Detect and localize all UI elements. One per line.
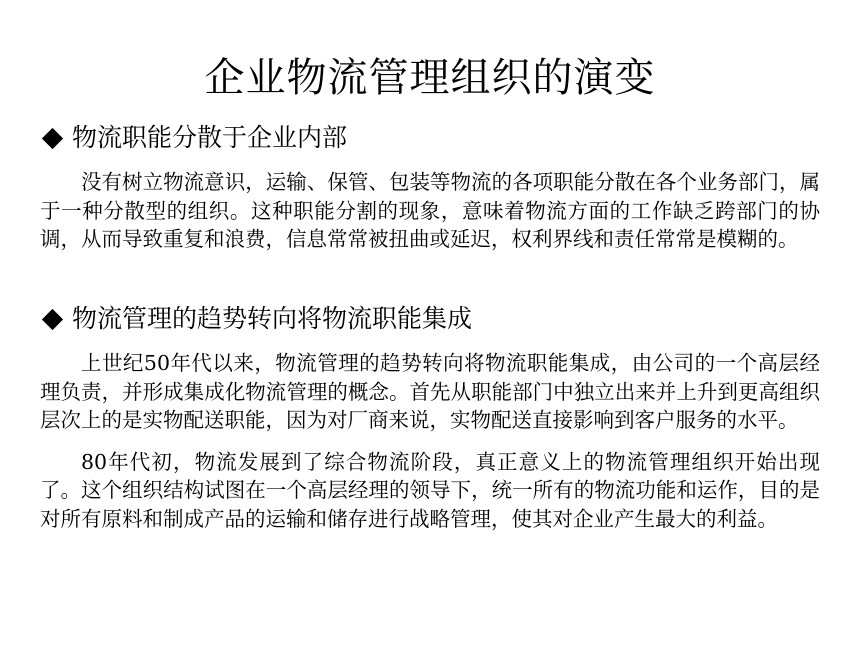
- section-heading: [40, 303, 820, 335]
- section-paragraph: 上世纪50年代以来，物流管理的趋势转向将物流职能集成，由公司的一个高层经理负责，并形成集成化物流管理的概念。首先从职能部门中独立出来并上升到更高组织层次上的是实物配送职能，因为对厂商来说，实物配送直接影响到客户服务的水平。: [40, 351, 820, 432]
- section-heading-text: 物流职能分散于企业内部: [72, 123, 348, 152]
- diamond-bullet-icon: [42, 127, 63, 148]
- slide-title: 企业物流管理组织的演变: [204, 55, 656, 101]
- section-heading: [40, 122, 820, 154]
- section-paragraph: 没有树立物流意识，运输、保管、包装等物流的各项职能分散在各个业务部门，属于一种分散型的组织。这种职能分割的现象，意味着物流方面的工作缺乏跨部门的协调，从而导致重复和浪费，信息常常被扭曲或延迟，权利界线和责任常常是模糊的。: [40, 170, 820, 251]
- section-integrated: [40, 303, 820, 533]
- diamond-bullet-icon: [42, 308, 63, 329]
- section-heading-text: 物流管理的趋势转向将物流职能集成: [72, 304, 473, 333]
- section-paragraph: 80年代初，物流发展到了综合物流阶段，真正意义上的物流管理组织开始出现了。这个组织结构试图在一个高层经理的领导下，统一所有的物流功能和运作，目的是对所有原料和制成产品的运输和储存进行战略管理，使其对企业产生最大的利益。: [40, 449, 820, 531]
- section-decentralized: [40, 122, 820, 254]
